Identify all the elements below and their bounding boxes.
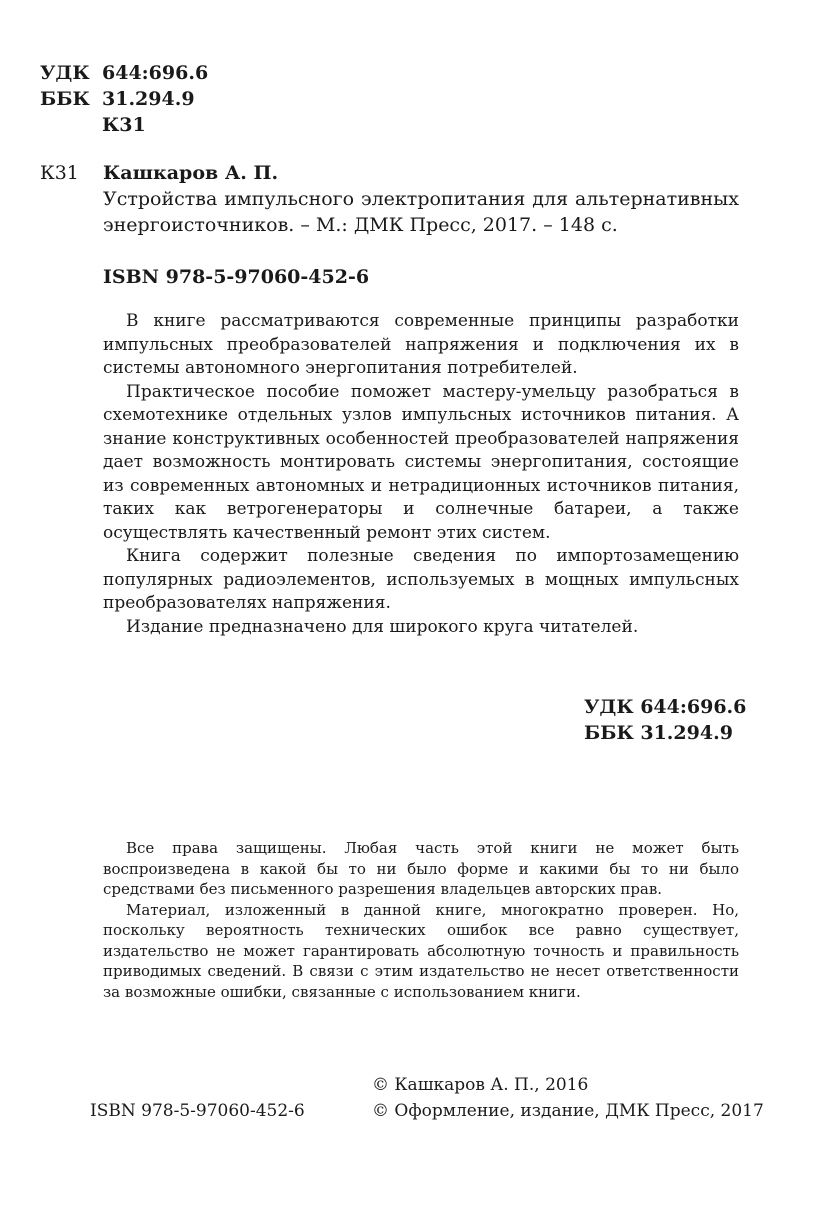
catalog-entry [103, 160, 739, 238]
catalog-author: Кашкаров А. П. [103, 162, 279, 184]
udk-value: 644:696.6 [102, 62, 209, 84]
annotation-paragraph: Книга содержит полезные сведения по импортозамещению популярных радиоэлементов, используемых в мощных импульсных преобразователях напряжения. [103, 546, 739, 613]
author-mark: К31 [102, 114, 146, 136]
bbk-value: 31.294.9 [102, 88, 195, 110]
catalog-mark: К31 [40, 162, 79, 184]
copyright-block [372, 1072, 764, 1124]
copyright-author: © Кашкаров А. П., 2016 [372, 1075, 589, 1095]
copyright-publisher: © Оформление, издание, ДМК Пресс, 2017 [372, 1101, 764, 1121]
catalog-description: Устройства импульсного электропитания для альтернативных энергоисточников. – М.: ДМК Пресс, 2017. – 148 с. [103, 188, 739, 236]
annotation-paragraph: Издание предназначено для широкого круга читателей. [126, 616, 639, 637]
udk-label: УДК [40, 62, 90, 84]
annotation-paragraph: В книге рассматриваются современные принципы разработки импульсных преобразователей напряжения и подключения их в системы автономного энергопитания потребителей. [103, 311, 739, 378]
udk-row [40, 60, 208, 86]
isbn-line: ISBN 978-5-97060-452-6 [103, 266, 370, 288]
rights-paragraph: Материал, изложенный в данной книге, многократно проверен. Но, поскольку вероятность технических ошибок все равно существует, издательство не может гарантировать абсолютную точность и правильность приводимых сведений. В связи с этим издательство не несет ответственности за возможные ошибки, связанные с использованием книги. [103, 900, 739, 1001]
annotation [103, 310, 739, 639]
udk-repeat: УДК 644:696.6 [584, 696, 747, 718]
bbk-label: ББК [40, 88, 90, 110]
annotation-paragraph: Практическое пособие поможет мастеру-умельцу разобраться в схемотехнике отдельных узлов импульсных источников питания. А знание конструктивных особенностей преобразователей напряжения дает возможность монтировать системы энергопитания, состоящие из современных автономных и нетрадиционных источников питания, таких как ветрогенераторы и солнечные батареи, а также осуществлять качественный ремонт этих систем. [103, 381, 739, 543]
classification-block [40, 60, 208, 138]
footer-isbn: ISBN 978-5-97060-452-6 [90, 1101, 305, 1121]
bbk-repeat: ББК 31.294.9 [584, 722, 733, 744]
author-mark-row [40, 112, 208, 138]
rights-paragraph: Все права защищены. Любая часть этой книги не может быть воспроизведена в какой бы то ни было форме и какими бы то ни было средствами без письменного разрешения владельцев авторских прав. [103, 839, 739, 898]
rights-notice [103, 838, 739, 1002]
bbk-row [40, 86, 208, 112]
classification-repeat [584, 694, 746, 746]
